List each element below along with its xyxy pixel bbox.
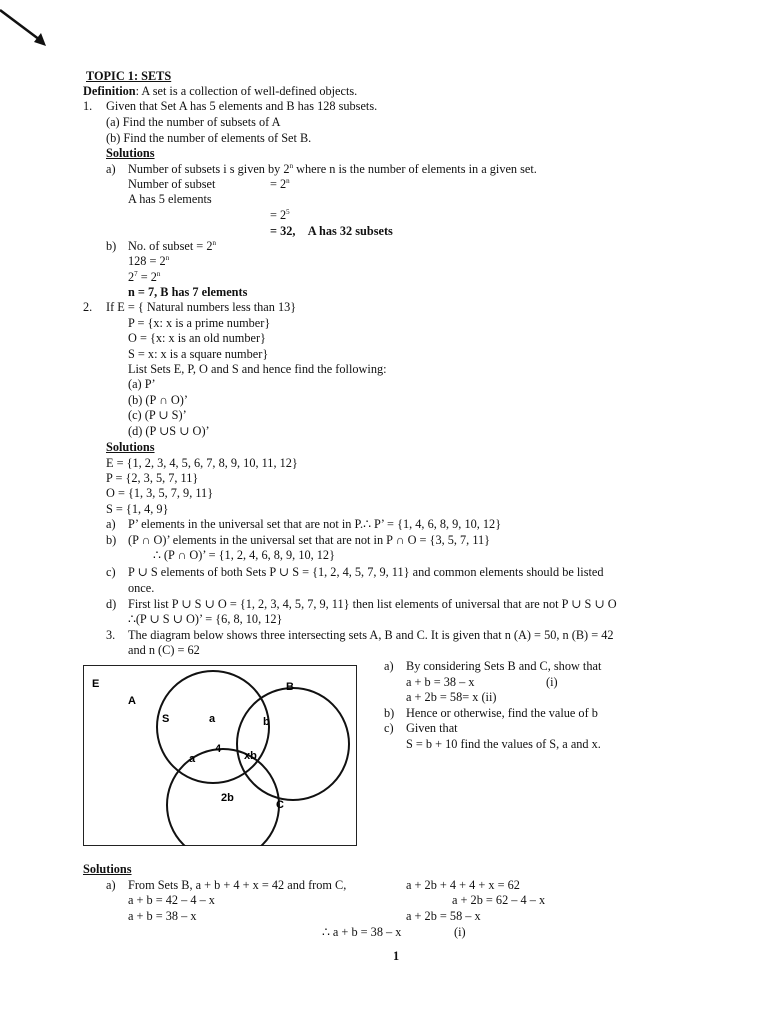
q3-part-a-eq1-tag: (i) bbox=[546, 675, 558, 689]
q3-solutions-heading: Solutions bbox=[83, 862, 132, 876]
q1-sol-a-line2-label: Number of subset bbox=[128, 177, 216, 191]
q2-sol-b-line2: ∴ (P ∩ O)’ = {1, 2, 4, 6, 8, 9, 10, 12} bbox=[153, 548, 335, 562]
q2-sol-a: P’ elements in the universal set that are not in P.∴ P’ = {1, 4, 6, 8, 9, 10, 12} bbox=[128, 517, 502, 531]
venn-region-a-ac: a bbox=[189, 753, 196, 765]
q2-line5: List Sets E, P, O and S and hence find the following: bbox=[128, 362, 387, 376]
q3-line2: and n (C) = 62 bbox=[128, 643, 200, 657]
q2-line3: O = {x: x is an old number} bbox=[128, 331, 266, 345]
q1-sol-a-line1: Number of subsets i s given by 2$^n$ where n is the number of elements in a given set. bbox=[128, 162, 537, 176]
q3-sol-conclusion: ∴ a + b = 38 – x bbox=[322, 925, 402, 939]
venn-region-b: b bbox=[263, 716, 270, 728]
q1-sol-a-line2-value: = $2^n$ bbox=[270, 177, 290, 191]
q2-line1: If E = { Natural numbers less than 13} bbox=[106, 300, 297, 314]
q2-set-p: P = {2, 3, 5, 7, 11} bbox=[106, 471, 199, 485]
q2-line4: S = x: x is a square number} bbox=[128, 347, 269, 361]
venn-region-2b: 2b bbox=[221, 792, 234, 804]
q2-set-o: O = {1, 3, 5, 7, 9, 11} bbox=[106, 486, 214, 500]
q2-part-c: (c) (P ∪ S)’ bbox=[128, 408, 187, 422]
q3-sol-line2-left: a + b = 42 – 4 – x bbox=[128, 893, 215, 907]
q3-sol-line2-right: a + 2b = 62 – 4 – x bbox=[452, 893, 546, 907]
q2-sol-b-label: b) bbox=[106, 533, 117, 547]
q2-line2: P = {x: x is a prime number} bbox=[128, 316, 271, 330]
venn-region-a-ab: a bbox=[209, 713, 216, 725]
venn-circle-b bbox=[237, 688, 349, 800]
venn-label-e: E bbox=[92, 678, 100, 690]
q3-sol-conclusion-tag: (i) bbox=[454, 925, 466, 939]
q1-number: 1. bbox=[83, 99, 93, 113]
corner-arrow-icon bbox=[0, 0, 60, 60]
q2-sol-a-label: a) bbox=[106, 517, 116, 531]
q1-sol-a-line3: A has 5 elements bbox=[128, 192, 212, 206]
q3-number: 3. bbox=[106, 628, 116, 642]
q3-line1: The diagram below shows three intersecting sets A, B and C. It is given that n (A) = 50, n (B) = 42 bbox=[128, 628, 614, 642]
q2-set-e: E = {1, 2, 3, 4, 5, 6, 7, 8, 9, 10, 11, 12} bbox=[106, 456, 298, 470]
q3-sol-a-label: a) bbox=[106, 878, 116, 892]
q2-sol-d-line2: ∴(P ∪ S ∪ O)’ = {6, 8, 10, 12} bbox=[128, 612, 283, 626]
venn-region-s: S bbox=[162, 713, 170, 725]
q2-sol-c-line1: P ∪ S elements of both Sets P ∪ S = {1, 2, 4, 5, 7, 9, 11} and common elements should be listed bbox=[128, 565, 604, 579]
venn-region-xb: xb bbox=[244, 750, 257, 762]
q1-solutions-heading: Solutions bbox=[106, 146, 155, 160]
q3-sol-line3-right: a + 2b = 58 – x bbox=[406, 909, 481, 923]
q2-sol-b-line1: (P ∩ O)’ elements in the universal set that are not in P ∩ O = {3, 5, 7, 11} bbox=[128, 533, 491, 547]
q1-sol-a-label: a) bbox=[106, 162, 116, 176]
q1-part-a: (a) Find the number of subsets of A bbox=[106, 115, 281, 129]
q3-sol-line3-left: a + b = 38 – x bbox=[128, 909, 197, 923]
q1-sol-b-line3: $2^7 = 2^n$ bbox=[128, 270, 161, 284]
q2-sol-c-line2: once. bbox=[128, 581, 155, 595]
q1-part-b: (b) Find the number of elements of Set B. bbox=[106, 131, 312, 145]
q3-part-c-line2: S = b + 10 find the values of S, a and x. bbox=[406, 737, 601, 751]
q1-sol-a-result: = 32, A has 32 subsets bbox=[270, 224, 393, 238]
venn-label-c: C bbox=[276, 799, 284, 811]
q2-part-b: (b) (P ∩ O)’ bbox=[128, 393, 188, 407]
q1-text: Given that Set A has 5 elements and B has 128 subsets. bbox=[106, 99, 378, 113]
page-title: TOPIC 1: SETS bbox=[86, 69, 172, 83]
venn-region-center: 4 bbox=[215, 743, 222, 755]
q2-set-s: S = {1, 4, 9} bbox=[106, 502, 169, 516]
venn-circle-a bbox=[157, 671, 269, 783]
q3-part-b-label: b) bbox=[384, 706, 395, 720]
q2-solutions-heading: Solutions bbox=[106, 440, 155, 454]
q3-part-a-label: a) bbox=[384, 659, 394, 673]
q2-sol-c-label: c) bbox=[106, 565, 116, 579]
q3-part-c-label: c) bbox=[384, 721, 394, 735]
q2-number: 2. bbox=[83, 300, 93, 314]
q3-sol-line1-left: From Sets B, a + b + 4 + x = 42 and from C, bbox=[128, 878, 347, 892]
q3-part-a-line1: By considering Sets B and C, show that bbox=[406, 659, 602, 673]
q1-sol-a-line4: = $2^5$ bbox=[270, 208, 290, 222]
q3-part-a-eq2: a + 2b = 58= x (ii) bbox=[406, 690, 497, 704]
q3-sol-line1-right: a + 2b + 4 + 4 + x = 62 bbox=[406, 878, 520, 892]
q1-sol-b-result: n = 7, B has 7 elements bbox=[128, 285, 248, 299]
definition: Definition: A set is a collection of well-defined objects. bbox=[83, 84, 358, 98]
venn-label-a: A bbox=[128, 695, 136, 707]
venn-diagram bbox=[83, 665, 357, 846]
q1-sol-b-line2: $128 = 2^n$ bbox=[128, 254, 170, 268]
q3-part-c-line1: Given that bbox=[406, 721, 458, 735]
venn-label-b: B bbox=[286, 681, 294, 693]
q1-sol-b-line1: No. of subset = $2^n$ bbox=[128, 239, 216, 253]
q3-part-a-eq1: a + b = 38 – x bbox=[406, 675, 475, 689]
q3-part-b: Hence or otherwise, find the value of b bbox=[406, 706, 598, 720]
q2-part-a: (a) P’ bbox=[128, 377, 156, 391]
q1-sol-b-label: b) bbox=[106, 239, 117, 253]
q2-sol-d-label: d) bbox=[106, 597, 117, 611]
page-number: 1 bbox=[393, 949, 400, 963]
q2-part-d: (d) (P ∪S ∪ O)’ bbox=[128, 424, 210, 438]
q2-sol-d-line1: First list P ∪ S ∪ O = {1, 2, 3, 4, 5, 7, 9, 11} then list elements of universal that are not P ∪ S ∪ O bbox=[128, 597, 617, 611]
